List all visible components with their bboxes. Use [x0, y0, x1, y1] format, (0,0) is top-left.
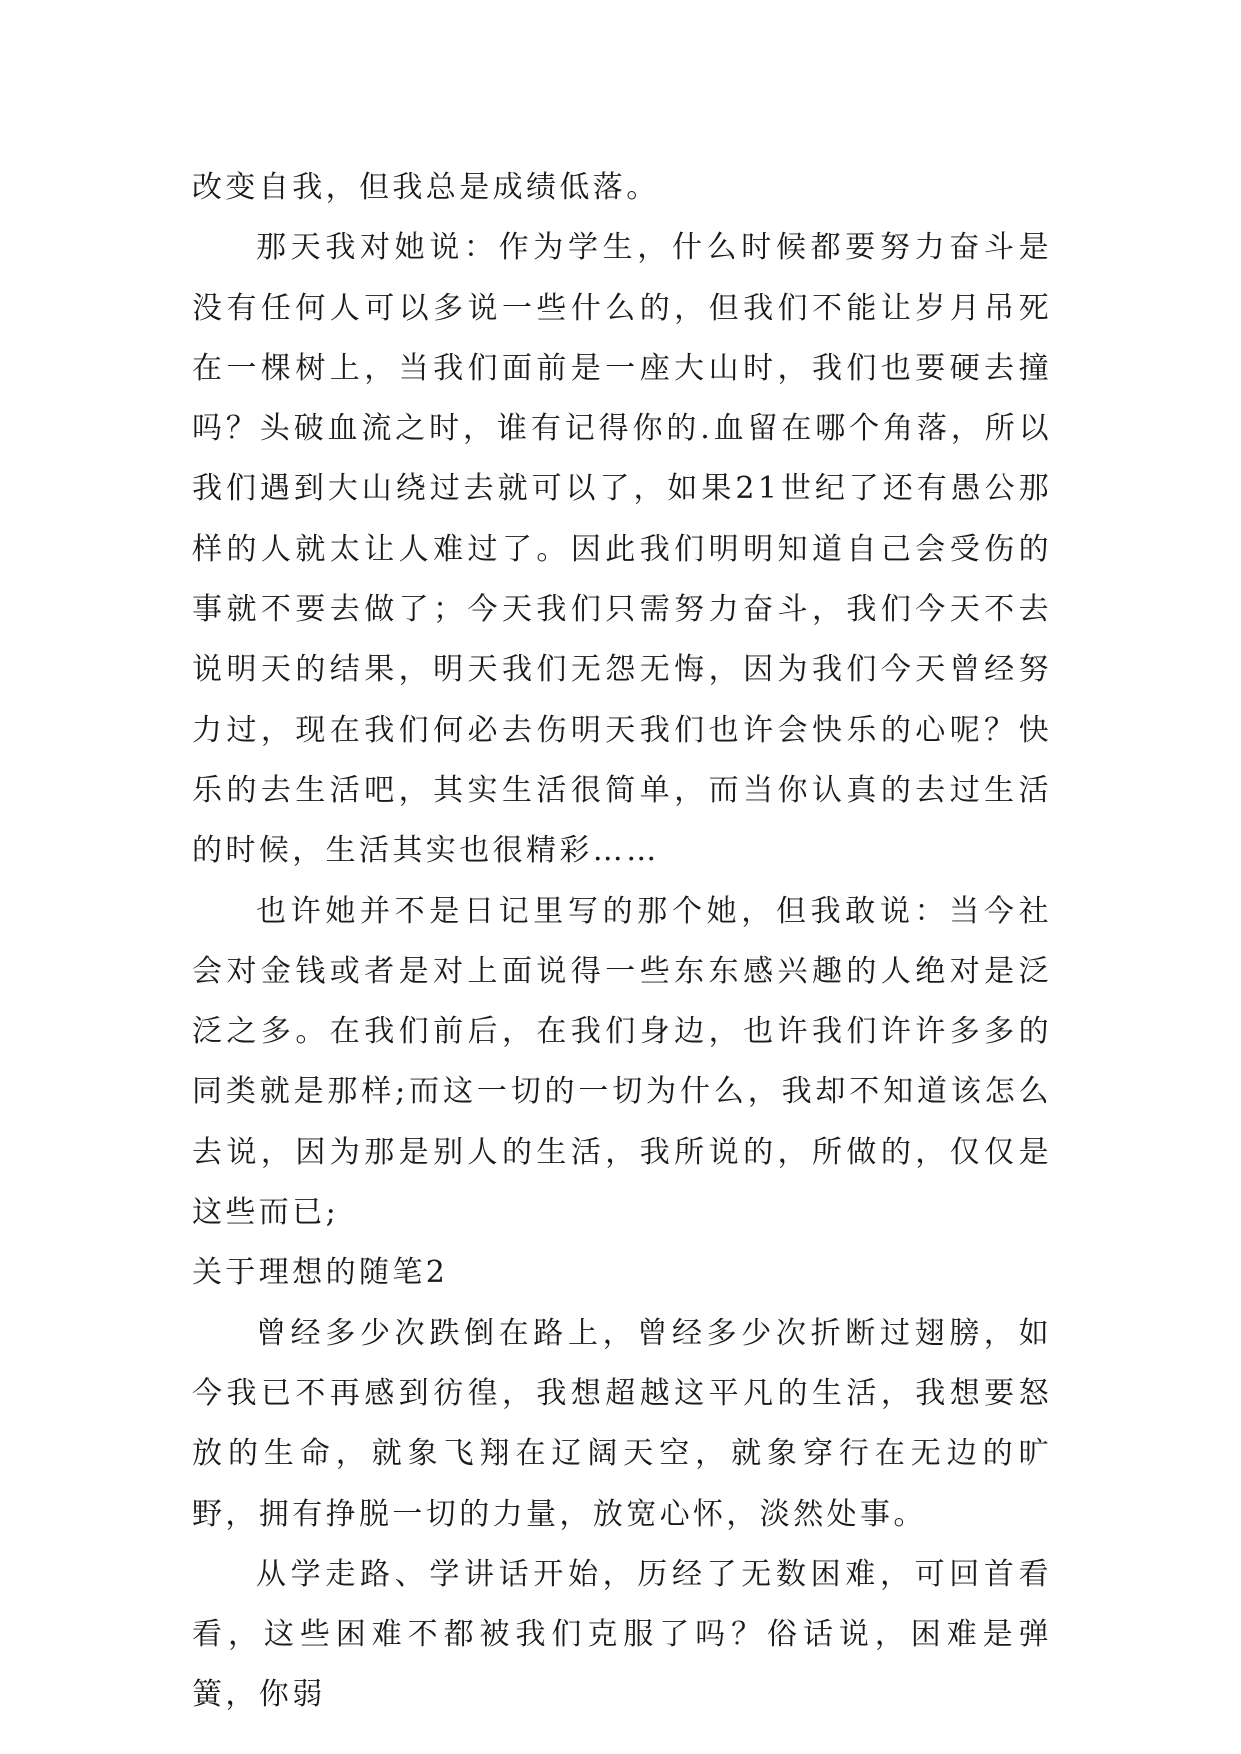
paragraph-4: 曾经多少次跌倒在路上，曾经多少次折断过翅膀，如今我已不再感到彷徨，我想超越这平凡的生活，我想要怒放的生命，就象飞翔在辽阔天空，就象穿行在无边的旷野，拥有挣脱一切的力量，放宽心怀，淡然处事。 [192, 1315, 1052, 1532]
paragraph-2: 那天我对她说：作为学生，什么时候都要努力奋斗是没有任何人可以多说一些什么的，但我们不能让岁月吊死在一棵树上，当我们面前是一座大山时，我们也要硬去撞吗？头破血流之时，谁有记得你的.血留在哪个角落，所以我们遇到大山绕过去就可以了，如果21世纪了还有愚公那样的人就太让人难过了。因此我们明明知道自己会受伤的事就不要去做了；今天我们只需努力奋斗，我们今天不去说明天的结果，明天我们无怨无悔，因为我们今天曾经努力过，现在我们何必去伤明天我们也许会快乐的心呢？快乐的去生活吧，其实生活很简单，而当你认真的去过生活的时候，生活其实也很精彩…… [192, 230, 1052, 869]
paragraph-1: 改变自我，但我总是成绩低落。 [192, 170, 660, 205]
paragraph-5: 从学走路、学讲话开始，历经了无数困难，可回首看看，这些困难不都被我们克服了吗？俗话说，困难是弹簧，你弱 [192, 1556, 1052, 1713]
document-body [192, 158, 1052, 1726]
section-heading: 关于理想的随笔2 [192, 1255, 449, 1291]
paragraph-3: 也许她并不是日记里写的那个她，但我敢说：当今社会对金钱或者是对上面说得一些东东感兴趣的人绝对是泛泛之多。在我们前后，在我们身边，也许我们许许多多的同类就是那样;而这一切的一切为什么，我却不知道该怎么去说，因为那是别人的生活，我所说的，所做的，仅仅是这些而已; [192, 893, 1052, 1231]
